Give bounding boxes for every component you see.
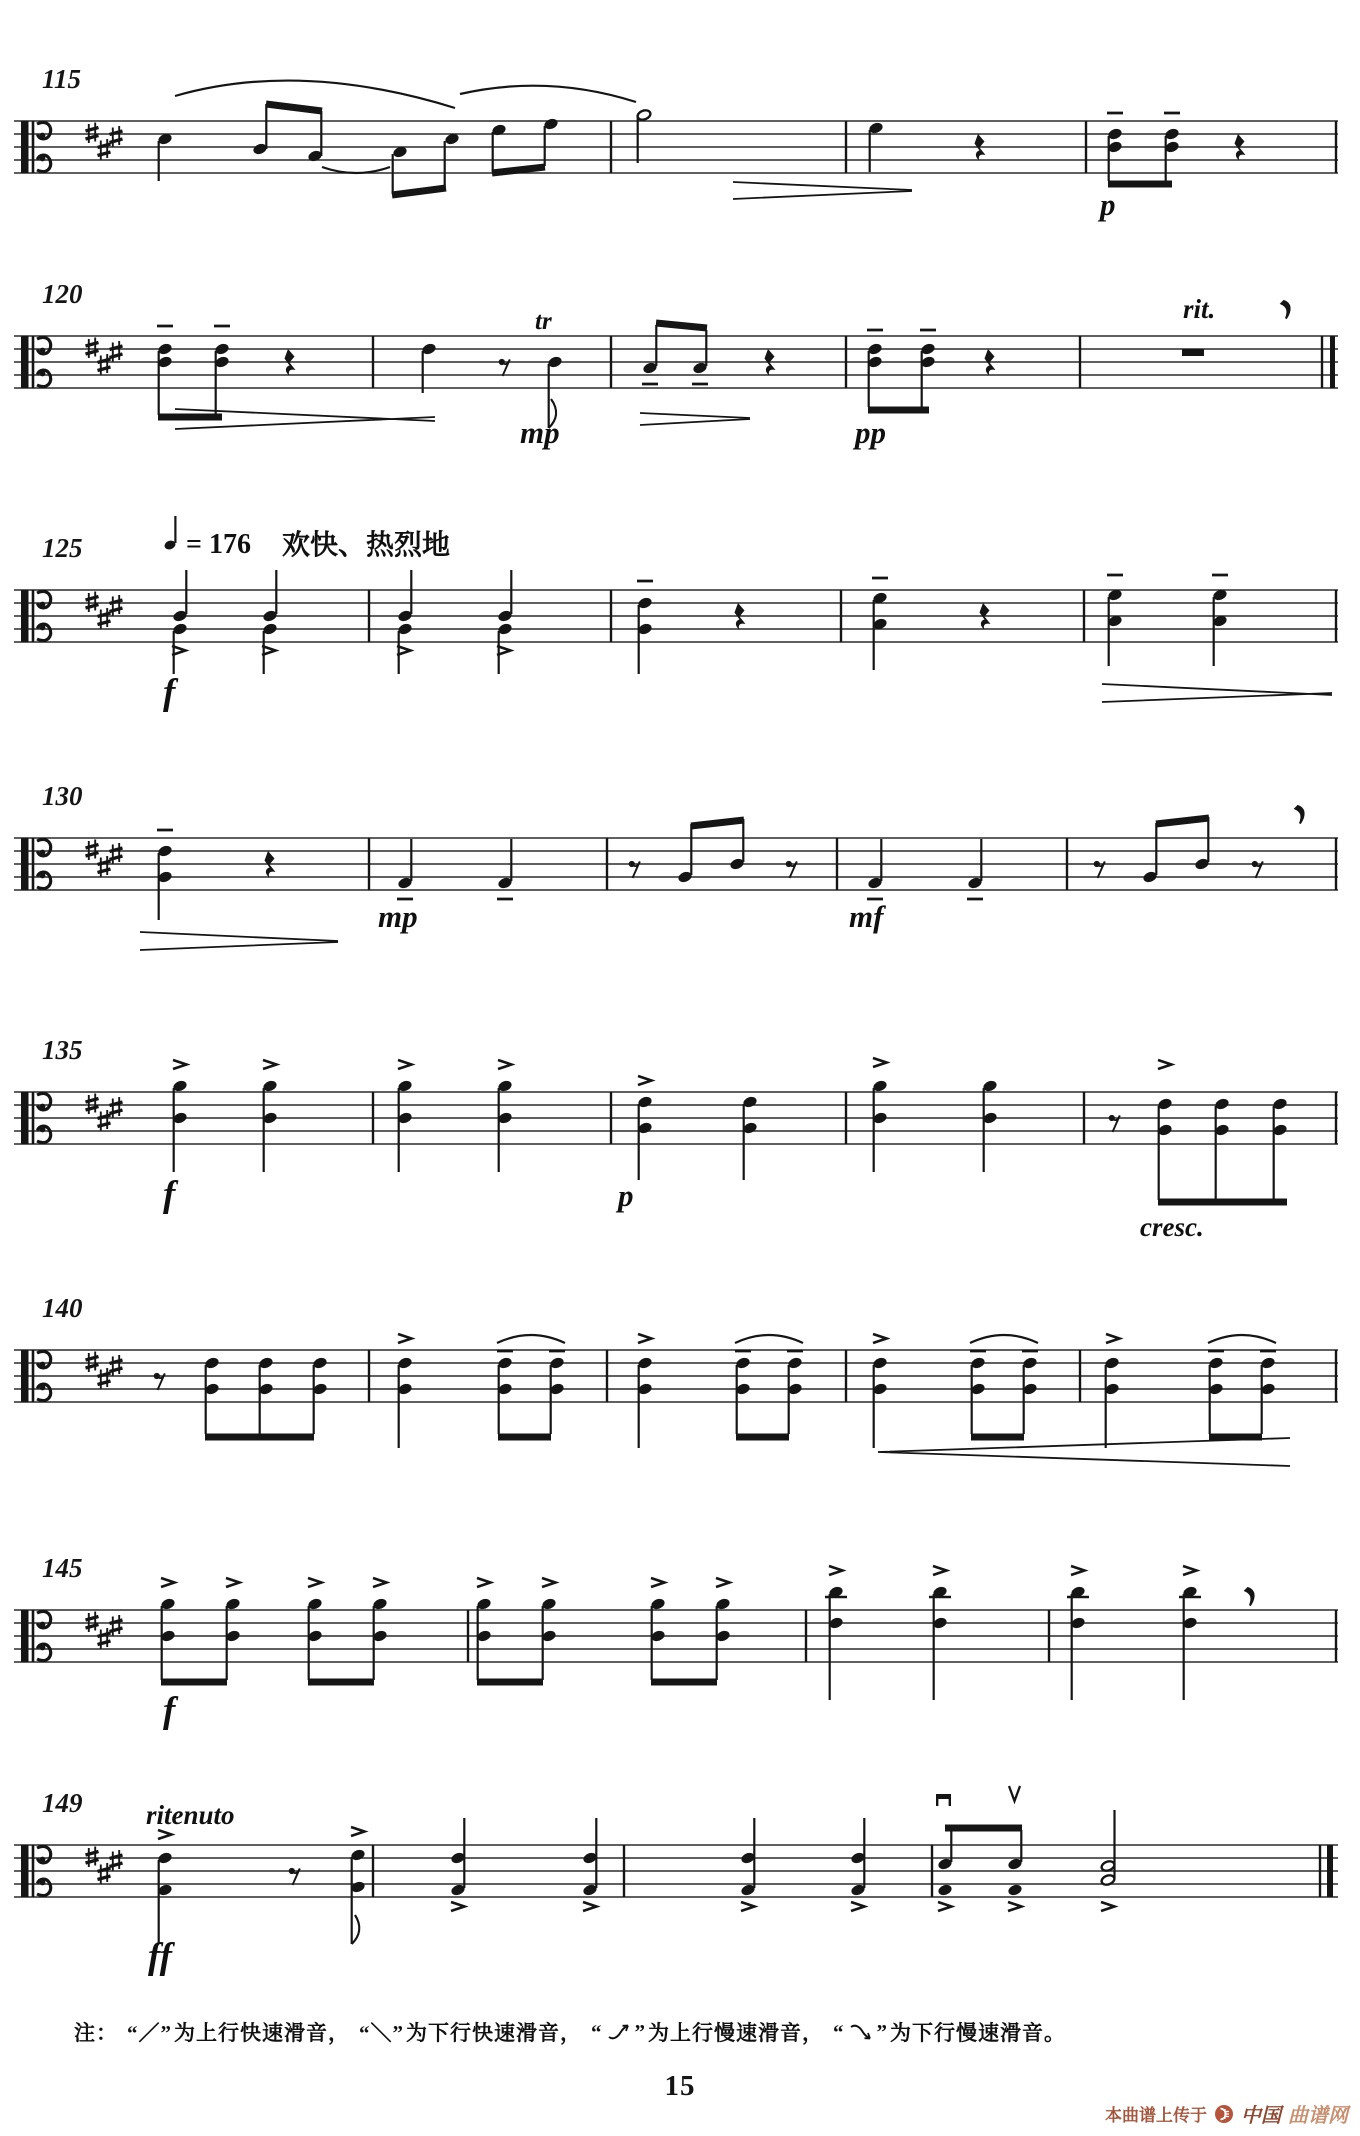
measure-number: 140 (42, 1293, 83, 1323)
dynamic-f: f (163, 672, 176, 713)
slow-gliss-up-icon (607, 2023, 631, 2041)
watermark (1105, 2099, 1348, 2128)
measure-number: 145 (42, 1553, 83, 1583)
measure-number: 149 (42, 1788, 83, 1818)
watermark-brand-cn: 中国 (1241, 2105, 1281, 2127)
footnote-seg-slow-down: “ ” 为下行慢速滑音。 (833, 2019, 1066, 2045)
fast-gliss-up-symbol: “／” (127, 2021, 172, 2045)
dynamic-f: f (163, 1690, 176, 1731)
trill-mark: tr (535, 308, 552, 335)
rit-text: rit. (1183, 294, 1216, 324)
dynamic-p: p (1100, 187, 1116, 222)
footnote-seg-slow-up: “ ” 为上行慢速滑音， (591, 2019, 824, 2045)
dynamic-p: p (618, 1178, 634, 1213)
cresc-text: cresc. (1140, 1212, 1204, 1242)
footnote-seg-fast-up: “／” 为上行快速滑音， (127, 2017, 350, 2047)
dynamic-pp: pp (855, 415, 886, 450)
dynamic-mf: mf (849, 899, 884, 934)
site-logo-icon (1214, 2104, 1234, 2124)
metronome-value: = 176 (186, 529, 251, 560)
measure-number: 120 (42, 279, 83, 309)
ritenuto-text: ritenuto (146, 1800, 235, 1830)
final-barline (1327, 1845, 1333, 1897)
footnote (74, 2017, 1274, 2047)
slow-gliss-down-icon (849, 2023, 873, 2041)
footnote-label: 注： (74, 2021, 118, 2045)
measure-number: 125 (42, 533, 83, 563)
watermark-brand-rest: 曲谱网 (1288, 2105, 1348, 2127)
watermark-prefix: 本曲谱上传于 (1105, 2106, 1207, 2125)
fast-gliss-down-symbol: “＼” (359, 2021, 404, 2045)
measure-number: 135 (42, 1035, 83, 1065)
final-barline (1330, 336, 1335, 388)
whole-rest-icon (1182, 349, 1204, 356)
dynamic-mp: mp (520, 415, 560, 450)
dynamic-ff: ff (148, 1936, 172, 1977)
dynamic-mp: mp (378, 899, 418, 934)
dynamic-f: f (163, 1174, 176, 1215)
page-number: 15 (664, 2070, 696, 2102)
measure-number: 130 (42, 781, 83, 811)
footnote-seg-fast-down: “＼” 为下行快速滑音， (359, 2017, 582, 2047)
measure-number: 115 (42, 64, 82, 94)
tempo-expression: 欢快、热烈地 (282, 530, 451, 561)
